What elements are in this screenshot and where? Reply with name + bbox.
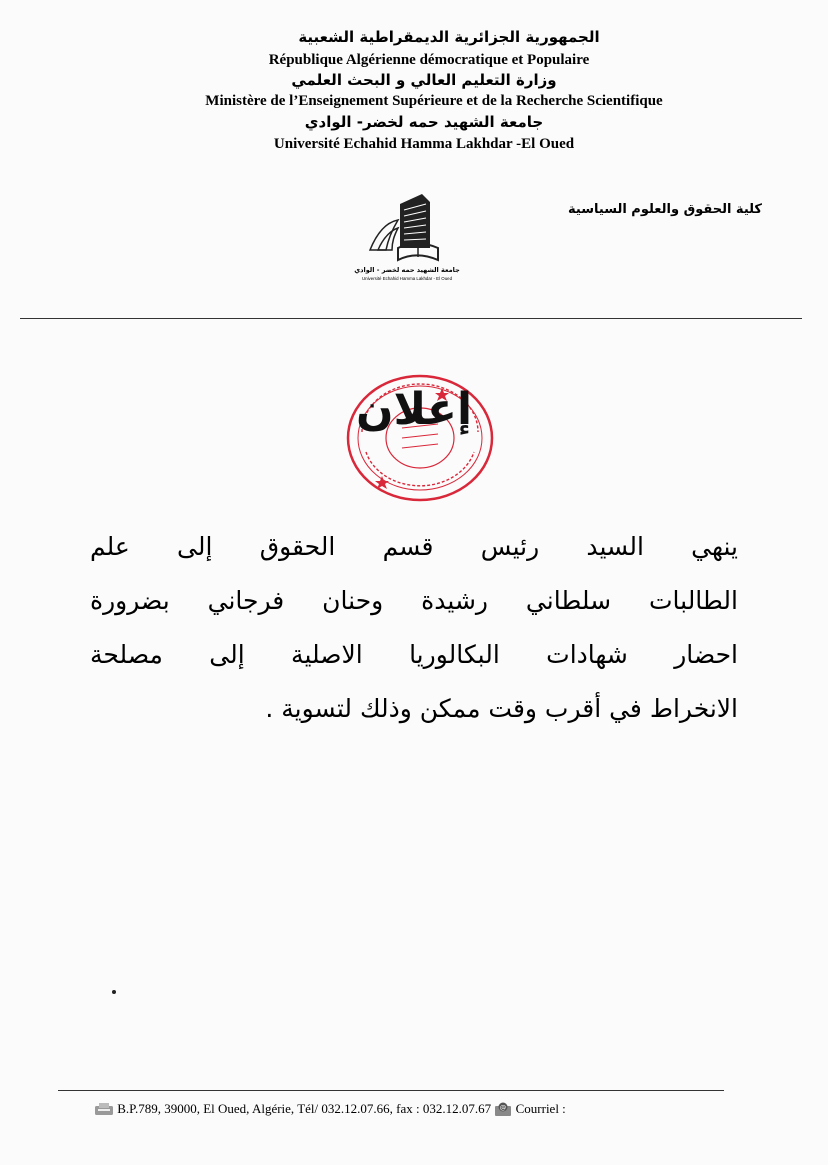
email-icon: [494, 1101, 512, 1117]
body-line-3: احضار شهادات البكالوريا الاصلية إلى مصلحة: [90, 640, 738, 669]
header-ar-ministry: وزارة التعليم العالي و البحث العلمي: [291, 71, 557, 89]
body-line-1: ينهي السيد رئيس قسم الحقوق إلى علم: [90, 532, 738, 561]
svg-text:@: @: [500, 1103, 507, 1112]
header-fr-university: Université Echahid Hamma Lakhdar -El Oued: [273, 136, 575, 152]
body-line-2: الطالبات سلطاني رشيدة وحنان فرجاني بضرورة: [90, 586, 738, 615]
footer-divider: [58, 1090, 724, 1091]
header-divider: [20, 318, 802, 319]
ink-dot: [112, 990, 116, 994]
logo-fr-caption: Université Echahid Hamma Lakhdar - El Oued: [361, 276, 453, 281]
university-logo: [352, 190, 462, 286]
faculty-name: كلية الحقوق والعلوم السياسية: [568, 202, 762, 217]
body-line-4: الانخراط في أقرب وقت ممكن وذلك لتسوية .: [265, 694, 738, 723]
announcement-body: [90, 520, 738, 736]
logo-ar-caption: جامعة الشهيد حمه لخضر - الوادي: [354, 266, 460, 274]
header-fr-republic: République Algérienne démocratique et Populaire: [268, 52, 590, 68]
fax-icon: [94, 1102, 114, 1116]
footer-address: B.P.789, 39000, El Oued, Algérie, Tél/ 032.12.07.66, fax : 032.12.07.67: [117, 1101, 492, 1117]
footer: [94, 1100, 566, 1117]
header-ar-republic: الجمهورية الجزائرية الديمقراطية الشعبية: [298, 28, 600, 46]
announcement-title: إعلان: [355, 384, 473, 435]
footer-email-label: Courriel :: [515, 1101, 566, 1117]
header-ar-university: جامعة الشهيد حمه لخضر- الوادي: [304, 113, 544, 131]
header-fr-ministry: Ministère de l’Enseignement Supérieure et de la Recherche Scientifique: [205, 93, 663, 109]
